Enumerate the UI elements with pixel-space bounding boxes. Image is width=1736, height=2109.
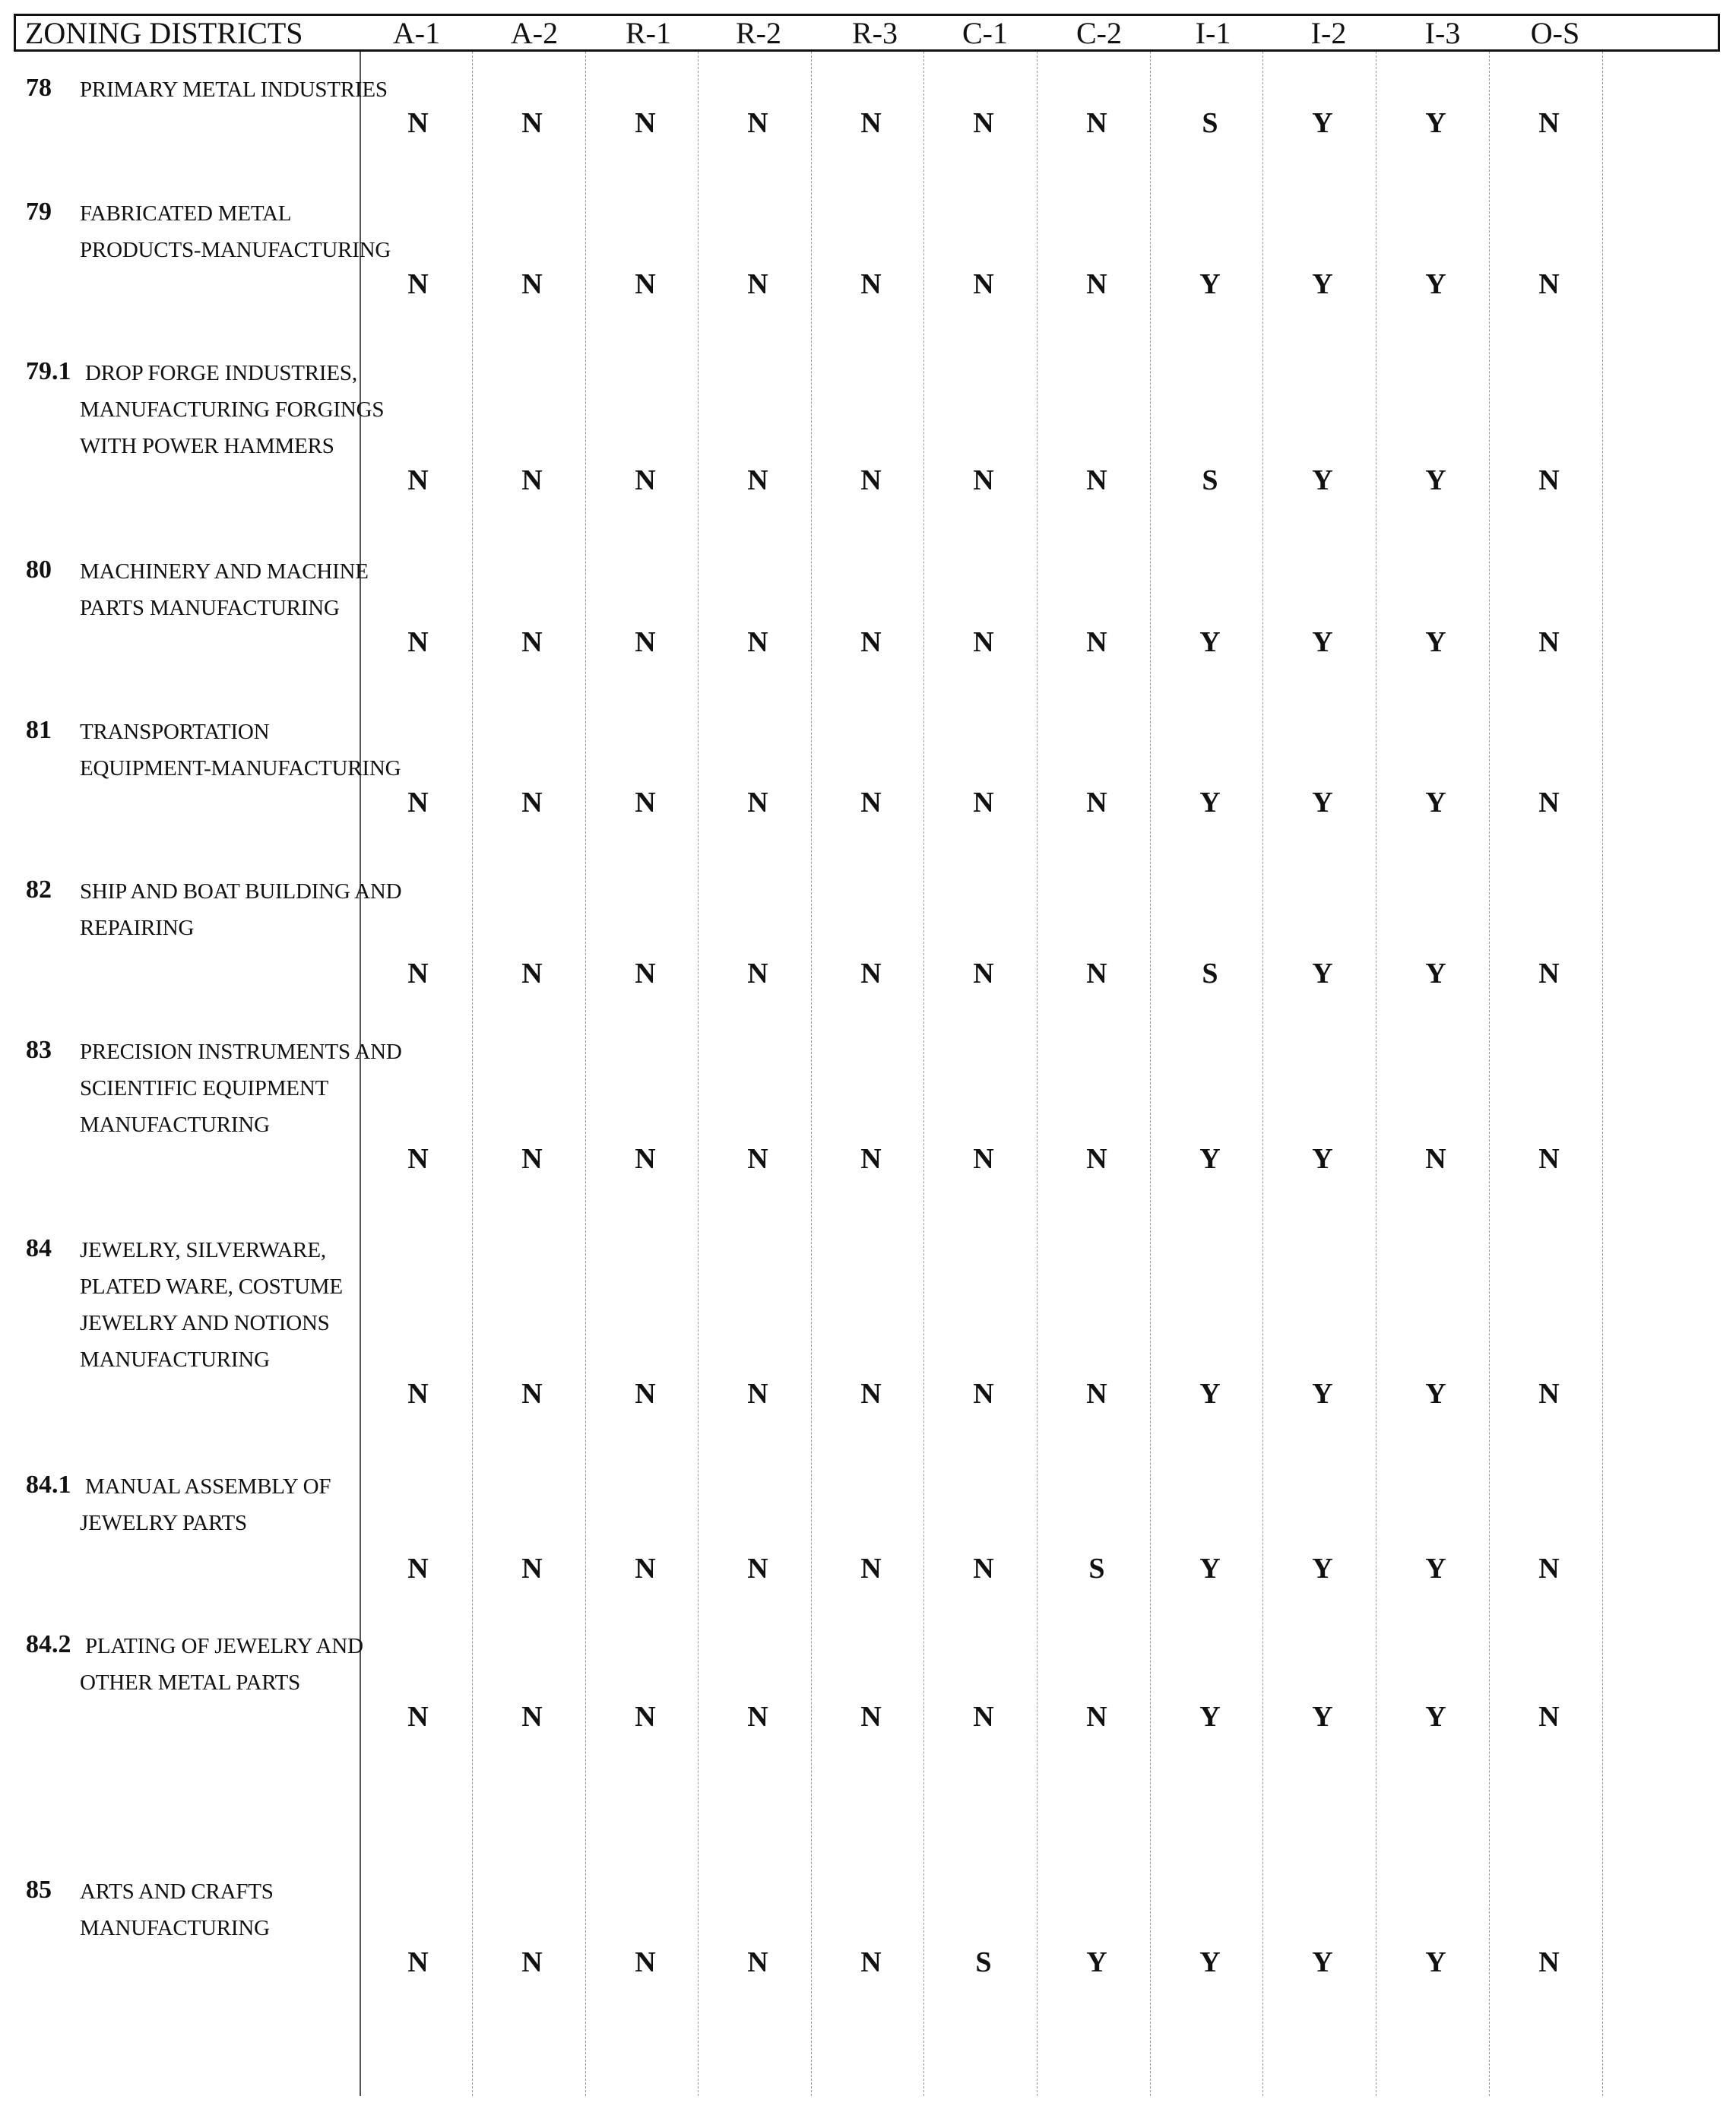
permission-cell-r-2: N (747, 268, 768, 300)
permission-cell-r-2: N (747, 1553, 768, 1585)
use-number: 85 (26, 1876, 52, 1904)
use-number: 82 (26, 876, 52, 904)
use-description-line: DROP FORGE INDUSTRIES, (85, 361, 357, 385)
permission-cell-r-1: N (635, 1946, 656, 1978)
use-description-line: SHIP AND BOAT BUILDING AND (80, 879, 402, 904)
permission-cell-r-2: N (747, 1378, 768, 1410)
header-district-c-2: C-2 (1076, 16, 1122, 50)
permission-cell-r-3: N (860, 268, 882, 300)
permission-cell-c-2: N (1086, 464, 1107, 496)
permission-cell-i-3: Y (1425, 268, 1446, 300)
permission-cell-a-1: N (407, 1701, 429, 1733)
use-row (0, 1032, 1736, 1177)
use-description-line: JEWELRY AND NOTIONS (80, 1311, 330, 1335)
permission-cell-c-2: N (1086, 1701, 1107, 1733)
permission-cell-i-2: Y (1312, 626, 1333, 658)
permission-cell-i-1: Y (1199, 1946, 1221, 1978)
permission-cell-o-s: N (1538, 1553, 1560, 1585)
permission-cell-i-2: Y (1312, 958, 1333, 990)
use-description-line: JEWELRY, SILVERWARE, (80, 1238, 326, 1262)
permission-cell-i-3: Y (1425, 107, 1446, 139)
permission-cell-i-2: Y (1312, 464, 1333, 496)
use-description-line: PRECISION INSTRUMENTS AND (80, 1040, 402, 1064)
permission-cell-r-1: N (635, 1553, 656, 1585)
permission-cell-a-1: N (407, 268, 429, 300)
permission-cell-i-3: Y (1425, 626, 1446, 658)
use-row (0, 1872, 1736, 1981)
use-number: 84.1 (26, 1471, 71, 1499)
permission-cell-i-3: N (1425, 1143, 1446, 1175)
permission-cell-a-2: N (521, 268, 543, 300)
permission-cell-r-1: N (635, 958, 656, 990)
permission-cell-i-1: Y (1199, 1143, 1221, 1175)
permission-cell-r-2: N (747, 1701, 768, 1733)
use-number: 84 (26, 1234, 52, 1262)
permission-cell-r-1: N (635, 268, 656, 300)
permission-cell-c-2: N (1086, 626, 1107, 658)
use-number: 79 (26, 198, 52, 226)
permission-cell-r-1: N (635, 626, 656, 658)
permission-cell-a-1: N (407, 626, 429, 658)
permission-cell-a-2: N (521, 958, 543, 990)
permission-cell-o-s: N (1538, 958, 1560, 990)
permission-cell-a-1: N (407, 1143, 429, 1175)
use-number: 84.2 (26, 1630, 71, 1658)
header-district-i-2: I-2 (1310, 16, 1347, 50)
permission-cell-a-1: N (407, 1553, 429, 1585)
permission-cell-c-1: N (973, 1701, 994, 1733)
header-district-o-s: O-S (1530, 16, 1580, 50)
permission-cell-c-2: N (1086, 268, 1107, 300)
permission-cell-r-1: N (635, 107, 656, 139)
use-description-line: MACHINERY AND MACHINE (80, 559, 369, 584)
use-description-line: MANUFACTURING (80, 1347, 270, 1372)
permission-cell-o-s: N (1538, 626, 1560, 658)
permission-cell-r-3: N (860, 1701, 882, 1733)
header-district-i-1: I-1 (1195, 16, 1231, 50)
use-number: 81 (26, 716, 52, 744)
use-description-line: EQUIPMENT-MANUFACTURING (80, 756, 401, 781)
permission-cell-r-3: N (860, 1378, 882, 1410)
permission-cell-c-2: N (1086, 1143, 1107, 1175)
use-row (0, 872, 1736, 992)
permission-cell-r-1: N (635, 1701, 656, 1733)
header-district-r-1: R-1 (626, 16, 671, 50)
permission-cell-c-1: N (973, 958, 994, 990)
permission-cell-a-1: N (407, 464, 429, 496)
header-district-r-3: R-3 (852, 16, 898, 50)
permission-cell-i-2: Y (1312, 787, 1333, 819)
permission-cell-r-2: N (747, 464, 768, 496)
use-description-line: WITH POWER HAMMERS (80, 434, 334, 458)
permission-cell-i-1: S (1202, 107, 1218, 139)
permission-cell-r-3: N (860, 107, 882, 139)
permission-cell-i-1: S (1202, 464, 1218, 496)
use-row (0, 552, 1736, 660)
use-description-line: FABRICATED METAL (80, 201, 292, 226)
permission-cell-o-s: N (1538, 1946, 1560, 1978)
permission-cell-a-2: N (521, 626, 543, 658)
permission-cell-r-2: N (747, 107, 768, 139)
permission-cell-a-1: N (407, 1946, 429, 1978)
permission-cell-a-1: N (407, 958, 429, 990)
permission-cell-r-2: N (747, 958, 768, 990)
permission-cell-a-2: N (521, 1701, 543, 1733)
header-district-a-2: A-2 (510, 16, 559, 50)
header-district-a-1: A-1 (392, 16, 441, 50)
header-title: ZONING DISTRICTS (25, 16, 303, 50)
permission-cell-c-1: N (973, 626, 994, 658)
permission-cell-i-3: Y (1425, 1378, 1446, 1410)
permission-cell-c-2: S (1088, 1553, 1105, 1585)
permission-cell-i-1: Y (1199, 268, 1221, 300)
use-description-line: PRODUCTS-MANUFACTURING (80, 238, 391, 262)
permission-cell-r-1: N (635, 1378, 656, 1410)
permission-cell-i-1: S (1202, 958, 1218, 990)
permission-cell-i-1: Y (1199, 1701, 1221, 1733)
permission-cell-i-2: Y (1312, 1701, 1333, 1733)
use-row (0, 194, 1736, 302)
permission-cell-i-1: Y (1199, 1378, 1221, 1410)
permission-cell-r-1: N (635, 787, 656, 819)
permission-cell-i-3: Y (1425, 787, 1446, 819)
permission-cell-i-2: Y (1312, 268, 1333, 300)
permission-cell-c-1: N (973, 1553, 994, 1585)
use-description-line: JEWELRY PARTS (80, 1511, 247, 1535)
permission-cell-a-2: N (521, 1378, 543, 1410)
use-description-line: PARTS MANUFACTURING (80, 596, 340, 620)
permission-cell-i-3: Y (1425, 1553, 1446, 1585)
permission-cell-c-1: N (973, 464, 994, 496)
permission-cell-r-3: N (860, 1143, 882, 1175)
permission-cell-r-2: N (747, 1143, 768, 1175)
use-description-line: MANUAL ASSEMBLY OF (85, 1474, 331, 1499)
use-row (0, 1230, 1736, 1412)
permission-cell-r-2: N (747, 787, 768, 819)
use-number: 78 (26, 74, 52, 102)
permission-cell-c-2: N (1086, 787, 1107, 819)
permission-cell-r-3: N (860, 958, 882, 990)
permission-cell-i-2: Y (1312, 1378, 1333, 1410)
use-row (0, 712, 1736, 821)
use-description-line: MANUFACTURING (80, 1113, 270, 1137)
use-description-line: TRANSPORTATION (80, 720, 270, 744)
permission-cell-a-1: N (407, 787, 429, 819)
use-description-line: PLATED WARE, COSTUME (80, 1275, 343, 1299)
permission-cell-c-2: N (1086, 107, 1107, 139)
use-description-line: MANUFACTURING (80, 1916, 270, 1940)
use-description-line: REPAIRING (80, 916, 195, 940)
permission-cell-o-s: N (1538, 107, 1560, 139)
permission-cell-o-s: N (1538, 464, 1560, 496)
use-row (0, 70, 1736, 141)
permission-cell-a-2: N (521, 464, 543, 496)
permission-cell-o-s: N (1538, 1701, 1560, 1733)
use-row (0, 353, 1736, 499)
permission-cell-i-1: Y (1199, 1553, 1221, 1585)
permission-cell-r-3: N (860, 1946, 882, 1978)
use-number: 80 (26, 556, 52, 584)
permission-cell-c-2: N (1086, 958, 1107, 990)
permission-cell-c-1: N (973, 107, 994, 139)
use-description-line: MANUFACTURING FORGINGS (80, 397, 385, 422)
header-district-r-2: R-2 (736, 16, 781, 50)
permission-cell-o-s: N (1538, 268, 1560, 300)
permission-cell-a-1: N (407, 1378, 429, 1410)
permission-cell-c-1: N (973, 787, 994, 819)
permission-cell-a-2: N (521, 1946, 543, 1978)
permission-cell-c-2: N (1086, 1378, 1107, 1410)
use-number: 83 (26, 1036, 52, 1064)
header-district-i-3: I-3 (1424, 16, 1461, 50)
permission-cell-c-1: N (973, 268, 994, 300)
permission-cell-i-3: Y (1425, 1946, 1446, 1978)
permission-cell-a-2: N (521, 1143, 543, 1175)
use-number: 79.1 (26, 357, 71, 385)
use-row (0, 1626, 1736, 1735)
permission-cell-o-s: N (1538, 787, 1560, 819)
permission-cell-i-3: Y (1425, 1701, 1446, 1733)
permission-cell-i-1: Y (1199, 626, 1221, 658)
permission-cell-c-1: N (973, 1378, 994, 1410)
permission-cell-a-1: N (407, 107, 429, 139)
use-description-line: PRIMARY METAL INDUSTRIES (80, 78, 388, 102)
permission-cell-i-2: Y (1312, 1946, 1333, 1978)
permission-cell-r-3: N (860, 787, 882, 819)
use-description-line: ARTS AND CRAFTS (80, 1879, 274, 1904)
permission-cell-a-2: N (521, 787, 543, 819)
permission-cell-r-2: N (747, 626, 768, 658)
permission-cell-r-3: N (860, 464, 882, 496)
permission-cell-i-2: Y (1312, 107, 1333, 139)
permission-cell-a-2: N (521, 1553, 543, 1585)
use-description-line: OTHER METAL PARTS (80, 1670, 301, 1695)
permission-cell-i-1: Y (1199, 787, 1221, 819)
use-description-line: PLATING OF JEWELRY AND (85, 1634, 363, 1658)
permission-cell-r-3: N (860, 1553, 882, 1585)
permission-cell-c-1: S (975, 1946, 992, 1978)
permission-cell-r-3: N (860, 626, 882, 658)
permission-cell-a-2: N (521, 107, 543, 139)
permission-cell-c-1: N (973, 1143, 994, 1175)
permission-cell-c-2: Y (1086, 1946, 1107, 1978)
permission-cell-o-s: N (1538, 1378, 1560, 1410)
table-header (14, 14, 1720, 52)
header-district-c-1: C-1 (962, 16, 1008, 50)
permission-cell-r-1: N (635, 464, 656, 496)
use-description-line: SCIENTIFIC EQUIPMENT (80, 1076, 329, 1100)
use-row (0, 1467, 1736, 1587)
permission-cell-r-2: N (747, 1946, 768, 1978)
permission-cell-i-3: Y (1425, 464, 1446, 496)
permission-cell-o-s: N (1538, 1143, 1560, 1175)
permission-cell-i-3: Y (1425, 958, 1446, 990)
permission-cell-r-1: N (635, 1143, 656, 1175)
permission-cell-i-2: Y (1312, 1143, 1333, 1175)
permission-cell-i-2: Y (1312, 1553, 1333, 1585)
